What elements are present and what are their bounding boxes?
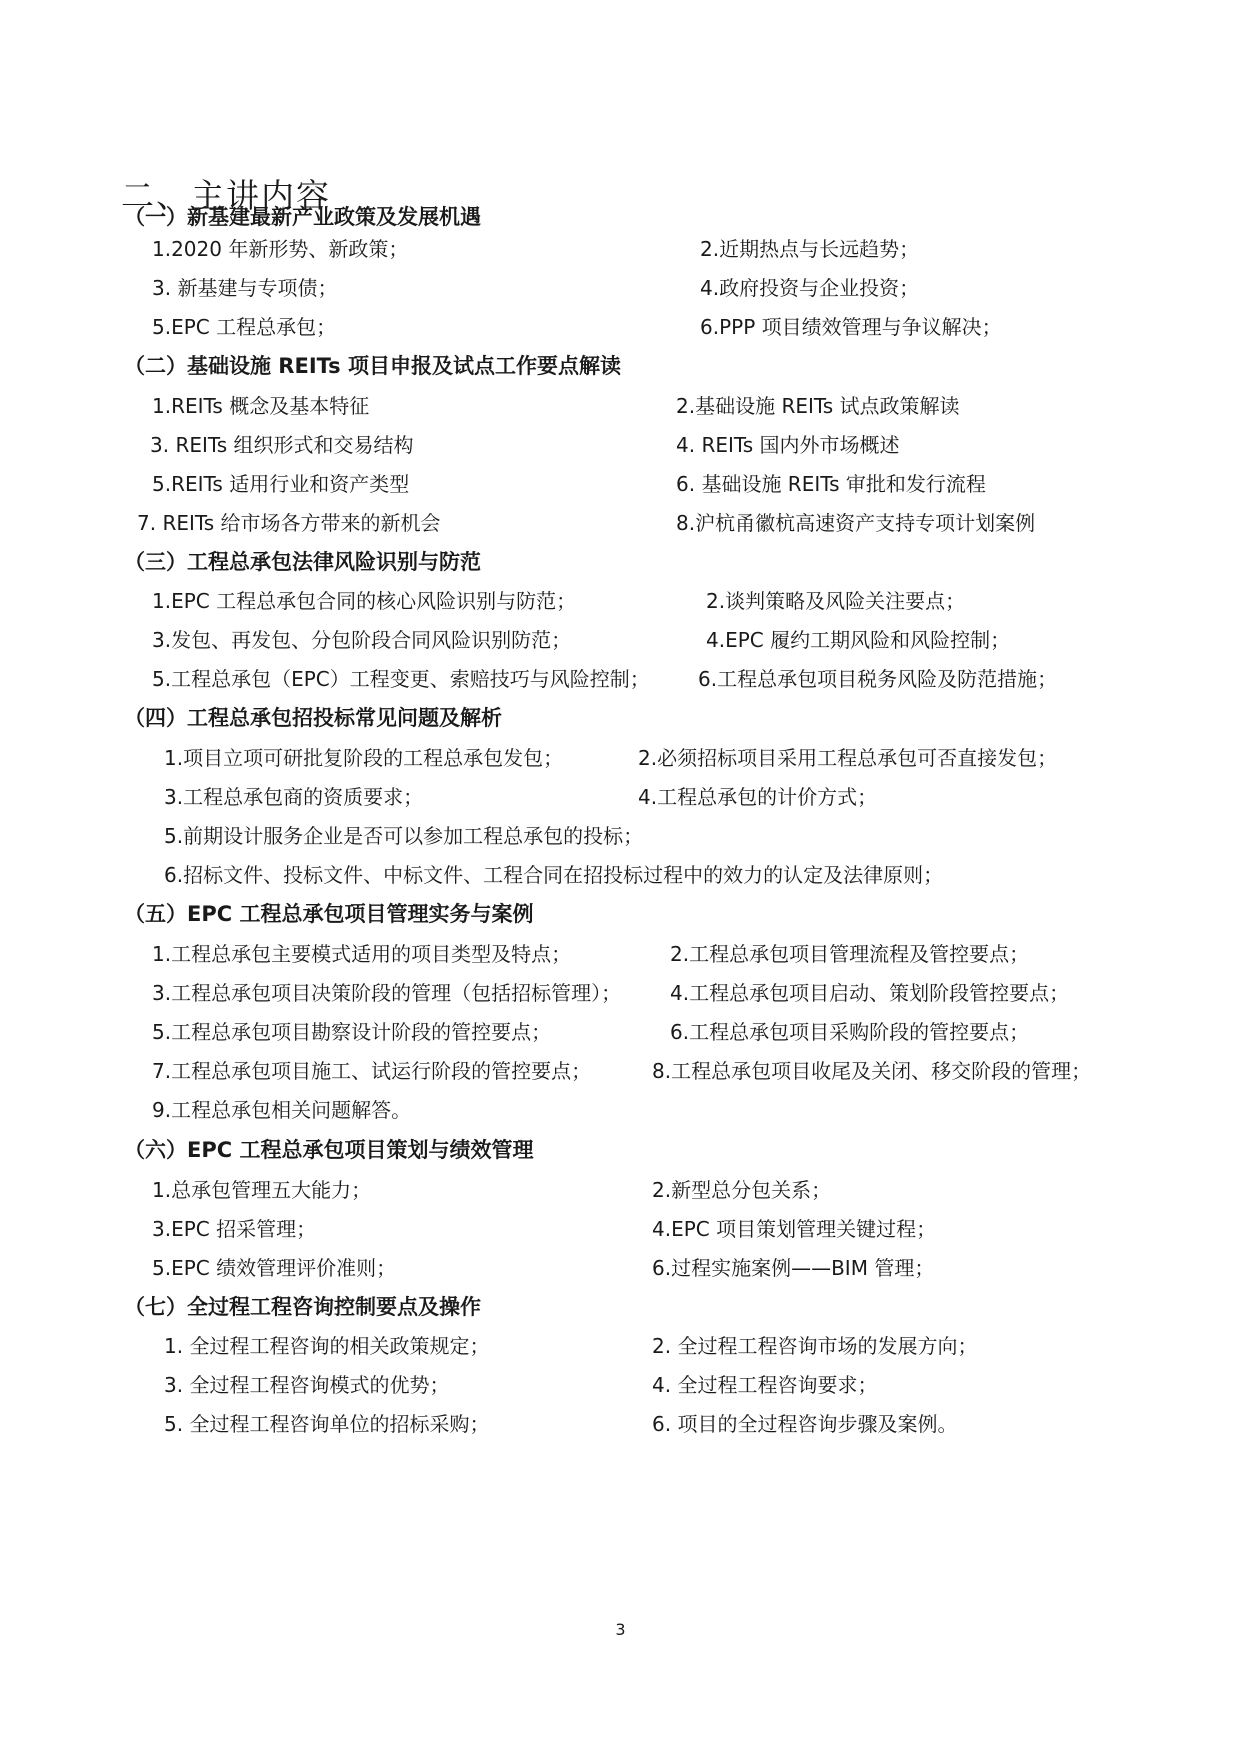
list-item: 1.项目立项可研批复阶段的工程总承包发包； [164,746,564,770]
list-item: 4.EPC 履约工期风险和风险控制； [706,628,1011,652]
list-item: 3.发包、再发包、分包阶段合同风险识别防范； [152,628,572,652]
section-heading-4: （四）工程总承包招投标常见问题及解析 [124,706,502,730]
list-item: 6.过程实施案例——BIM 管理； [652,1256,935,1280]
page-number: 3 [615,1620,626,1639]
list-item: 4.EPC 项目策划管理关键过程； [652,1217,937,1241]
section-heading-1: （一）新基建最新产业政策及发展机遇 [124,205,481,229]
list-item: 9.工程总承包相关问题解答。 [152,1098,412,1122]
list-item: 4. REITs 国内外市场概述 [676,433,900,457]
list-item: 7. REITs 给市场各方带来的新机会 [137,511,441,535]
list-item: 5.工程总承包（EPC）工程变更、索赔技巧与风险控制； [152,667,650,691]
section-heading-3: （三）工程总承包法律风险识别与防范 [124,550,481,574]
list-item: 2.近期热点与长远趋势； [700,237,920,261]
list-item: 3. 新基建与专项债； [152,276,338,300]
list-item: 4. 全过程工程咨询要求； [652,1373,878,1397]
section-heading-2: （二）基础设施 REITs 项目申报及试点工作要点解读 [124,354,621,378]
section-heading-6: （六）EPC 工程总承包项目策划与绩效管理 [124,1138,534,1162]
list-item: 3. 全过程工程咨询模式的优势； [164,1373,450,1397]
list-item: 2.基础设施 REITs 试点政策解读 [676,394,960,418]
list-item: 8.沪杭甬徽杭高速资产支持专项计划案例 [676,511,1036,535]
list-item: 1.2020 年新形势、新政策； [152,237,409,261]
list-item: 2.必须招标项目采用工程总承包可否直接发包； [638,746,1058,770]
list-item: 5.EPC 绩效管理评价准则； [152,1256,397,1280]
section-heading-5: （五）EPC 工程总承包项目管理实务与案例 [124,902,534,926]
list-item: 4.政府投资与企业投资； [700,276,920,300]
list-item: 6. 基础设施 REITs 审批和发行流程 [676,472,986,496]
list-item: 6.招标文件、投标文件、中标文件、工程合同在招投标过程中的效力的认定及法律原则； [164,863,944,887]
list-item: 2.工程总承包项目管理流程及管控要点； [670,942,1030,966]
list-item: 5.前期设计服务企业是否可以参加工程总承包的投标； [164,824,644,848]
list-item: 6.PPP 项目绩效管理与争议解决； [700,315,1002,339]
list-item: 3.工程总承包项目决策阶段的管理（包括招标管理）； [152,981,622,1005]
list-item: 1.EPC 工程总承包合同的核心风险识别与防范； [152,589,577,613]
list-item: 4.工程总承包的计价方式； [638,785,878,809]
list-item: 5.EPC 工程总承包； [152,315,337,339]
list-item: 3.EPC 招采管理； [152,1217,317,1241]
list-item: 1.工程总承包主要模式适用的项目类型及特点； [152,942,572,966]
page-title: 二、主讲内容 [121,176,331,216]
list-item: 1.总承包管理五大能力； [152,1178,372,1202]
list-item: 8.工程总承包项目收尾及关闭、移交阶段的管理； [652,1059,1092,1083]
list-item: 7.工程总承包项目施工、试运行阶段的管控要点； [152,1059,592,1083]
list-item: 5. 全过程工程咨询单位的招标采购； [164,1412,490,1436]
list-item: 4.工程总承包项目启动、策划阶段管控要点； [670,981,1070,1005]
list-item: 3.工程总承包商的资质要求； [164,785,424,809]
list-item: 1.REITs 概念及基本特征 [152,394,370,418]
list-item: 2. 全过程工程咨询市场的发展方向； [652,1334,978,1358]
list-item: 2.谈判策略及风险关注要点； [706,589,966,613]
list-item: 5.REITs 适用行业和资产类型 [152,472,410,496]
list-item: 6. 项目的全过程咨询步骤及案例。 [652,1412,958,1436]
list-item: 1. 全过程工程咨询的相关政策规定； [164,1334,490,1358]
list-item: 3. REITs 组织形式和交易结构 [150,433,414,457]
list-item: 5.工程总承包项目勘察设计阶段的管控要点； [152,1020,552,1044]
list-item: 6.工程总承包项目采购阶段的管控要点； [670,1020,1030,1044]
list-item: 6.工程总承包项目税务风险及防范措施； [698,667,1058,691]
list-item: 2.新型总分包关系； [652,1178,832,1202]
section-heading-7: （七）全过程工程咨询控制要点及操作 [124,1295,481,1319]
